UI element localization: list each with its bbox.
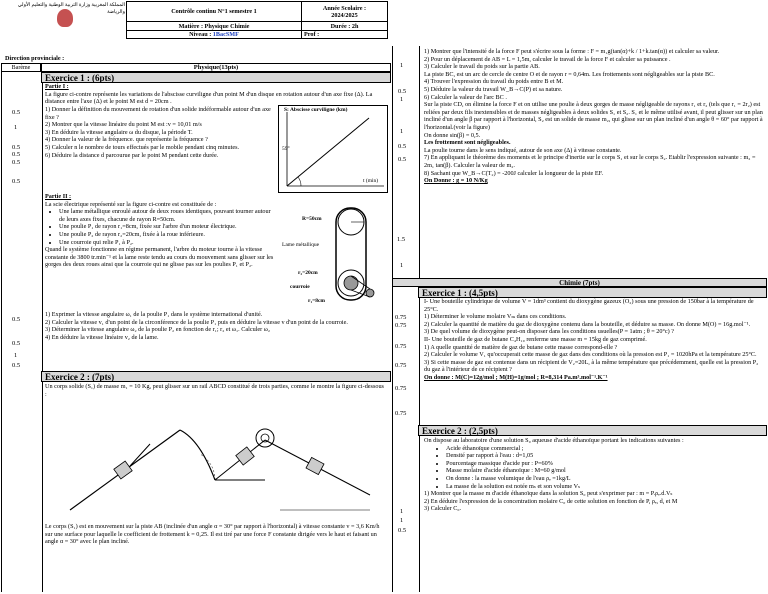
mark: 0.5	[398, 527, 407, 534]
mark: 0.5	[398, 143, 407, 150]
mark: 0.75	[395, 314, 407, 321]
mark: 0.5	[12, 151, 21, 158]
mark: 0.5	[398, 88, 407, 95]
track-figure	[50, 400, 380, 522]
exercise-1-title: Exercice 1 : (6pts)	[41, 72, 391, 83]
left-bareme-column	[1, 72, 43, 592]
mark: 0.5	[12, 316, 21, 323]
ex1-part1: Partie I : La figure ci-contre représente les variations de l'abscisse curviligne d'un point M d'un disque en rotation autour d'un axe fixe (Δ). La distance entre l'axe (Δ) et le point M est d = 20cm .	[45, 83, 373, 106]
ex1-part2: Partie II : La scie électrique représenté sur la figure ci-contre est constituée de : • Une lame métallique enroulé autour de deux roues identiques, pouvant tourner autour de leurs axes fixes, chacune de rayon R=50cm. • Une poulie P₁ de rayon r₁=8cm, fixée sur l'arbre d'un moteur électrique. • Une poulie P₂ de rayon r₂=20cm, fixée à la roue inférieure. • Une courroie qui relie P₁ à P₂. Quand le système fonctionne en régime permanent, l'arbre du moteur tourne à la vitesse constante de 3800 tr.min⁻¹ et la lame reste tendu au cours du mouvement sans glisser sur les gorges des deux roues ainsi que la courroie qui ne glisse pas sur les poulies P₁ et P₂.	[45, 193, 277, 269]
saw-label-courroie: courroie	[290, 284, 310, 290]
prof: Prof :	[302, 31, 388, 39]
physique-header: Physique(13pts)	[41, 63, 391, 72]
chimie-ex2-content: On dispose au laboratoire d'une solution S₀ aqueuse d'acide éthanoïque portant les indications suivantes : • Acide éthanoïque commercial ; • Densité par rapport à l'eau : d=1,05 • Pourcentage massique d'acide pur : P=60% • Masse molaire d'acide éthanoïque : M=60 g/mol • On donne : la masse volumique de l'eau ρₑ =1kg/L • La masse de la solution est notée mₛ et son volume Vₛ 1) Montrer que la masse m d'acide éthanoïque dans la solution S₀ peut s'exprimer par : m = P.ρₑ.d.Vₛ 2) En déduire l'expression de la concentration molaire C₀ de cette solution en fonction de P, ρₑ, d, et M 3) Calculer C₀.	[424, 437, 764, 513]
chimie-header: Chimie (7pts)	[392, 278, 767, 287]
saw-label-r2: r₂=20cm	[298, 270, 318, 276]
mark: 1	[400, 128, 404, 135]
mark: 0.5	[12, 178, 21, 185]
mark: 0.75	[395, 385, 407, 392]
graph-x-label: t (min)	[363, 178, 379, 184]
matiere: Matière : Physique Chimie	[127, 22, 302, 31]
saw-label-r1: r₁=8cm	[308, 298, 325, 304]
mark: 1	[14, 124, 18, 131]
mark: 0.75	[395, 410, 407, 417]
school-year: Année Scolaire : 2024/2025	[302, 2, 388, 22]
mark: 0.5	[12, 144, 21, 151]
saw-label-lame: Lame métallique	[282, 242, 320, 248]
mark: 1	[400, 508, 404, 515]
graph-angle: 59°	[282, 146, 290, 152]
bareme-header: Barème	[1, 63, 41, 72]
chimie-exercise-1-title: Exercice 1 : (4,5pts)	[418, 287, 767, 298]
saw-label-R: R=50cm	[302, 216, 322, 222]
ex2-bottom-text: Le corps (S₁) est en mouvement sur la piste AB (inclinée d'un angle α = 30° par rapport à l'horizontal) à vitesse constante v = 3,6 Km/h sur une surface pour laquelle le coefficient de frottement k = 0,25. Il est tiré par une force F constante dirigée vers le haut et faisant un angle α = 30° avec le plan incliné.	[45, 523, 380, 546]
mark: 1	[400, 62, 404, 69]
graph-y-label: S: Abscisse curviligne (km)	[284, 107, 348, 113]
track-svg	[50, 400, 380, 522]
mark: 1	[400, 96, 404, 103]
niveau: Niveau : 1BacSMF	[127, 31, 302, 39]
mark: 0.75	[395, 343, 407, 350]
mark: 0.5	[12, 109, 21, 116]
mark: 1	[14, 352, 18, 359]
saw-figure	[280, 198, 388, 310]
mark: 0.75	[395, 362, 407, 369]
duree: Durée : 2h	[302, 22, 388, 31]
emblem-icon	[57, 9, 73, 27]
direction-provinciale: Direction provinciale :	[5, 55, 65, 62]
mark: 1.5	[397, 236, 406, 243]
mark: 0.75	[395, 322, 407, 329]
saw-svg	[280, 198, 388, 310]
ex2-intro: Un corps solide (S₁) de masse m₁ = 10 Kg, peut glisser sur un rail ABCD constitué de trois parties, comme le montre la figure ci-dessous :	[45, 383, 384, 398]
mark: 1	[400, 517, 404, 524]
mark: 1	[400, 262, 404, 269]
chimie-exercise-2-title: Exercice 2 : (2,5pts)	[418, 425, 767, 436]
chimie-ex1-content: I- Une bouteille cylindrique de volume V = 1dm³ contient du dioxygène gazeux (O₂) sous une pression de 150bar à la température de 25°C. 1) Déterminer le volume molaire Vₘ dans ces conditions. 2) Calculer la quantité de matière du gaz de dioxygène contenu dans la bouteille, et déduire sa masse. On donne M(O) = 16g.mol⁻¹. 3) De quel volume de dioxygène peut-on disposer dans les conditions usuelles(P = 1atm ; θ = 20°c) ? II- Une bouteille de gaz de butane C₄H₁₀ renferme une masse m = 15kg de gaz comprimé. 1) A quelle quantité de matière de gaz de butane cette masse correspond-elle ? 2) Calculer le volume V₁ qu'occuperait cette masse de gaz dans des conditions où la pression est P₁ = 1020hPa et la température 25°C. 3) Si cette masse de gaz est contenue dans un récipient de V₂=20L, à la même température que précédemment, quelle est la pression P₂ du gaz à l'intérieur de ce récipient ? On donne : M(C)=12g/mol ; M(H)=1g/mol ; R=8,314 Pa.m³.mol⁻¹.K⁻¹	[424, 298, 759, 381]
mark: 0.5	[12, 340, 21, 347]
header	[1, 1, 391, 69]
mark: 0.5	[12, 159, 21, 166]
ex1-part1-questions: 1) Donner la définition du mouvement de rotation d'un solide indéformable autour d'un axe fixe ? 2) Montrer que la vitesse linéaire du point M est :v = 10,01 m/s 3) En déduire la vitesse angulaire ω du disque, la période T. 4) Donner la valeur de la fréquence. que représente la fréquence ? 5) Calculer n le nombre de tours effectués par le mobile pendant cinq minutes. 6) Déduire la distance d parcourue par le point M pendant cette durée.	[45, 106, 271, 159]
header-table	[126, 1, 388, 39]
ex2-questions: 1) Montrer que l'intensité de la force F peut s'écrire sous la forme : F = m₁g(tan(α)+k / 1+k.tan(α)) et calculer sa valeur. 2) Pour un déplacement de AB = L = 1,5m, calculer le travail de la force F et calculer sa puissance . 3) Calculer le travail du poids sur la partie AB. La piste BC, est un arc de cercle de centre O et de rayon r = 0,64m. Les frottements sont négligeables sur la piste BC. 4) Trouver l'expression du travail du poids entre B et M. 5) Déduire la valeur du travail W_B→C(P) et sa nature. 6) Calculer la valeur de l'arc BC . Sur la piste CD, on élimine la force F et on utilise une poulie à deux gorges de masse négligeable de rayons r₁ et r₂ (tels que r₁ = 2r₂) est reliées par deux fils inextensibles et de masses négligeables à deux solides S₁ et S₂. S₁ et le même utilisé avant, il peut glisser sur un plan incliné d'un angle β par rapport à l'horizontal, S₂ est un solide de masse m₂, qui glisse sur un plan incliné d'un angle θ = 60° par rapport à l'horizontal.(voir la figure) On donne sin(β) = 0,5. Les frottement sont négligeables. La poulie tourne dans le sens indiqué, autour de son axe (Δ) à vitesse constante. 7) En appliquant le théorème des moments et le principe d'inertie sur le corps S₁ et sur le corps S₂. Etablir l'expression suivante : m₂ = 2m₁ tan(β). Calculer la valeur de m₂. 8) Sachant que W_B→C(T₂) = -200J calculer la longueur de la piste EF. On Donne : g = 10 N/Kg	[424, 48, 763, 185]
mark: 0.5	[12, 362, 21, 369]
ex1-part2-questions: 1) Exprimer la vitesse angulaire ω₁ de la poulie P₁ dans le système international d'unité. 2) Calculer la vitesse v₁ d'un point de la circonférence de la poulie P₁ puis en déduire la vitesse v d'un point de la courroie. 3) Déterminer la vitesse angulaire ω₂ de la poulie P₂ en fonction de r₁; r₂ et ω₁. Calculer ω₂ 4) En déduire la vitesse linéaire v₂ de la lame.	[45, 311, 348, 341]
exercise-2-title: Exercice 2 : (7pts)	[41, 371, 391, 382]
exam-title: Contrôle continu N°1 semestre 1	[127, 2, 302, 22]
logo-caption: المملكة المغربية وزارة التربية الوطنية والتعليم الأولي والرياضة	[17, 3, 125, 15]
mark: 0.5	[398, 156, 407, 163]
abscissa-graph	[278, 105, 388, 193]
